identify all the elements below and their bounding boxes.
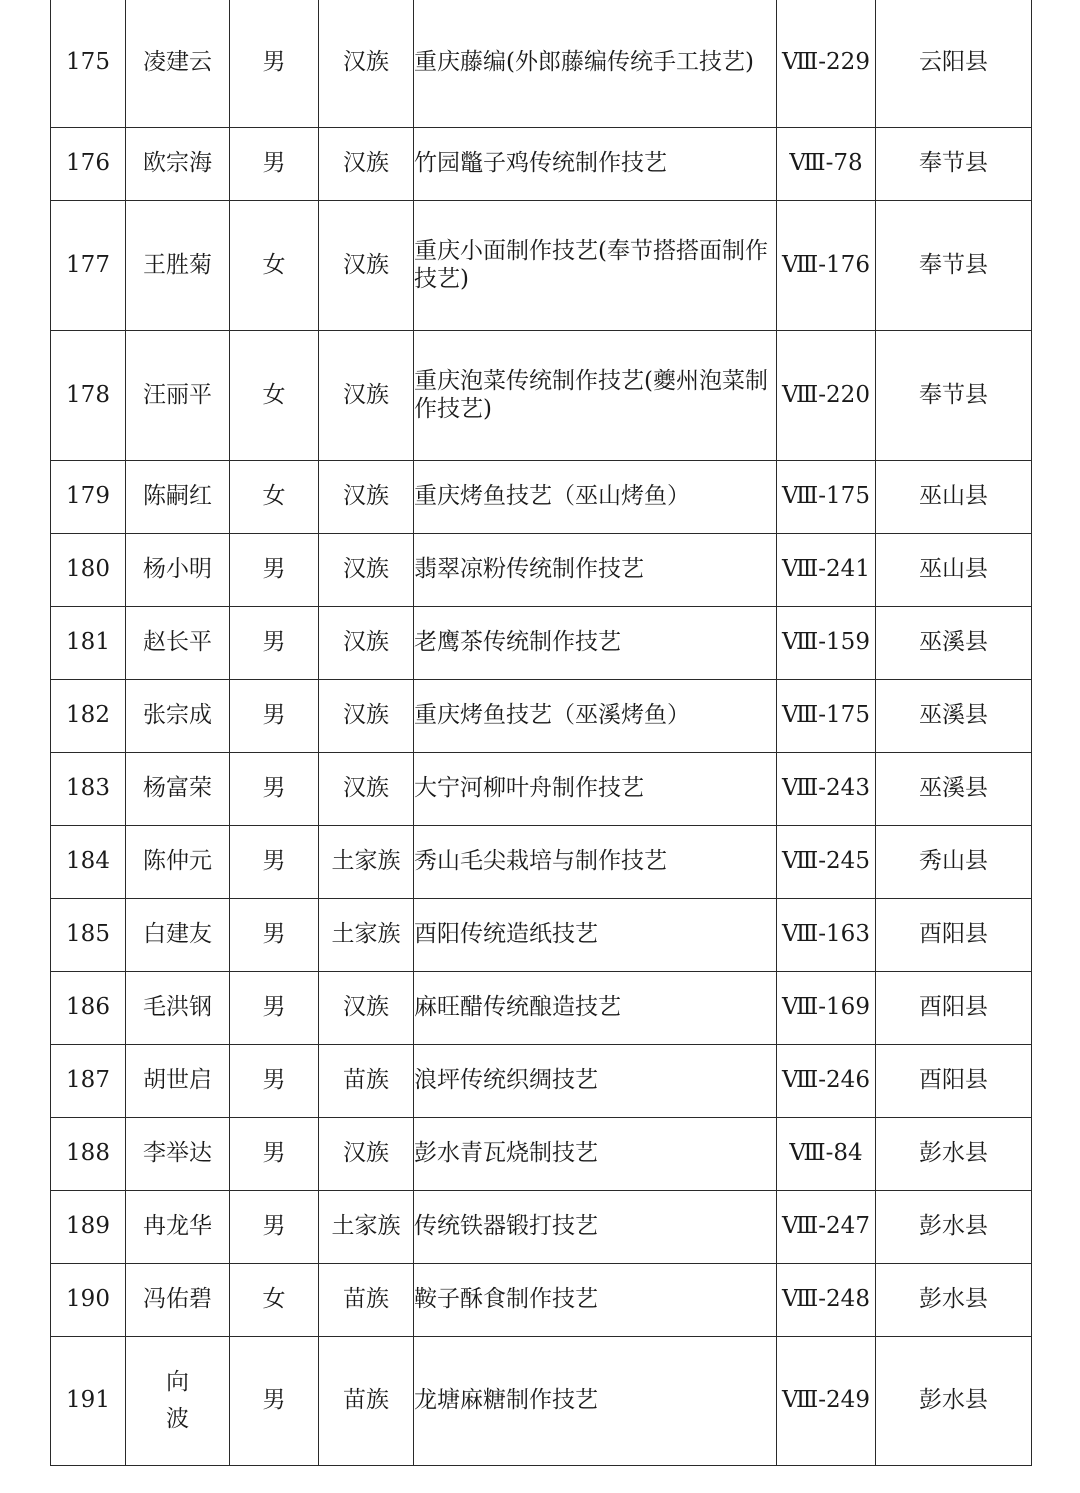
table-body — [51, 0, 1032, 1466]
cell-number: 191 — [51, 1337, 126, 1466]
cell-number: 182 — [51, 680, 126, 753]
cell-name: 欧宗海 — [126, 128, 230, 201]
cell-ethnicity: 汉族 — [319, 128, 414, 201]
cell-gender: 男 — [230, 1118, 319, 1191]
cell-project: 鞍子酥食制作技艺 — [414, 1264, 777, 1337]
cell-region: 酉阳县 — [876, 1045, 1032, 1118]
cell-code: Ⅷ-241 — [777, 534, 876, 607]
name-char: 波 — [166, 1406, 189, 1432]
cell-code: Ⅷ-176 — [777, 201, 876, 331]
cell-number: 180 — [51, 534, 126, 607]
table-row — [51, 1264, 1032, 1337]
cell-gender: 男 — [230, 128, 319, 201]
cell-name: 陈嗣红 — [126, 461, 230, 534]
cell-gender: 男 — [230, 899, 319, 972]
table-row — [51, 1118, 1032, 1191]
cell-ethnicity: 汉族 — [319, 0, 414, 128]
cell-ethnicity: 汉族 — [319, 461, 414, 534]
cell-ethnicity: 苗族 — [319, 1264, 414, 1337]
cell-region: 彭水县 — [876, 1264, 1032, 1337]
cell-name: 胡世启 — [126, 1045, 230, 1118]
table-row — [51, 128, 1032, 201]
cell-number: 181 — [51, 607, 126, 680]
cell-region: 酉阳县 — [876, 899, 1032, 972]
cell-number: 175 — [51, 0, 126, 128]
cell-project: 浪坪传统织绸技艺 — [414, 1045, 777, 1118]
cell-gender: 男 — [230, 826, 319, 899]
cell-gender: 女 — [230, 331, 319, 461]
table-row — [51, 534, 1032, 607]
table-row — [51, 0, 1032, 128]
cell-gender: 男 — [230, 0, 319, 128]
cell-ethnicity: 苗族 — [319, 1337, 414, 1466]
cell-region: 彭水县 — [876, 1191, 1032, 1264]
cell-ethnicity: 汉族 — [319, 534, 414, 607]
cell-name: 杨富荣 — [126, 753, 230, 826]
table-row — [51, 753, 1032, 826]
cell-gender: 男 — [230, 972, 319, 1045]
cell-code: Ⅷ-248 — [777, 1264, 876, 1337]
cell-name: 冉龙华 — [126, 1191, 230, 1264]
table-row — [51, 331, 1032, 461]
cell-region: 云阳县 — [876, 0, 1032, 128]
table-row — [51, 680, 1032, 753]
cell-code: Ⅷ-229 — [777, 0, 876, 128]
cell-project: 传统铁器锻打技艺 — [414, 1191, 777, 1264]
cell-region: 秀山县 — [876, 826, 1032, 899]
table-row — [51, 899, 1032, 972]
cell-number: 187 — [51, 1045, 126, 1118]
cell-code: Ⅷ-245 — [777, 826, 876, 899]
cell-ethnicity: 汉族 — [319, 972, 414, 1045]
table-row — [51, 461, 1032, 534]
cell-ethnicity: 苗族 — [319, 1045, 414, 1118]
cell-gender: 女 — [230, 461, 319, 534]
cell-project: 重庆烤鱼技艺（巫山烤鱼） — [414, 461, 777, 534]
cell-name: 张宗成 — [126, 680, 230, 753]
cell-code: Ⅷ-249 — [777, 1337, 876, 1466]
cell-code: Ⅷ-175 — [777, 680, 876, 753]
cell-region: 巫溪县 — [876, 680, 1032, 753]
cell-project: 重庆烤鱼技艺（巫溪烤鱼） — [414, 680, 777, 753]
cell-code: Ⅷ-247 — [777, 1191, 876, 1264]
cell-number: 188 — [51, 1118, 126, 1191]
inheritor-table — [50, 0, 1032, 1466]
cell-number: 184 — [51, 826, 126, 899]
cell-code: Ⅷ-159 — [777, 607, 876, 680]
table-row — [51, 1045, 1032, 1118]
cell-gender: 男 — [230, 1191, 319, 1264]
cell-ethnicity: 汉族 — [319, 753, 414, 826]
cell-project: 龙塘麻糖制作技艺 — [414, 1337, 777, 1466]
cell-region: 彭水县 — [876, 1337, 1032, 1466]
cell-project: 竹园鼈子鸡传统制作技艺 — [414, 128, 777, 201]
cell-project: 重庆小面制作技艺(奉节搭搭面制作技艺) — [414, 201, 777, 331]
cell-gender: 男 — [230, 680, 319, 753]
cell-region: 巫溪县 — [876, 753, 1032, 826]
cell-name: 赵长平 — [126, 607, 230, 680]
cell-project: 重庆泡菜传统制作技艺(夔州泡菜制作技艺) — [414, 331, 777, 461]
cell-name: 李举达 — [126, 1118, 230, 1191]
cell-name: 毛洪钢 — [126, 972, 230, 1045]
cell-gender: 男 — [230, 534, 319, 607]
cell-project: 重庆藤编(外郎藤编传统手工技艺) — [414, 0, 777, 128]
cell-name — [126, 1337, 230, 1466]
cell-code: Ⅷ-243 — [777, 753, 876, 826]
cell-number: 185 — [51, 899, 126, 972]
cell-code: Ⅷ-246 — [777, 1045, 876, 1118]
cell-code: Ⅷ-220 — [777, 331, 876, 461]
cell-code: Ⅷ-163 — [777, 899, 876, 972]
cell-region: 巫山县 — [876, 461, 1032, 534]
name-char: 向 — [166, 1369, 189, 1396]
table-row — [51, 1191, 1032, 1264]
cell-region: 巫山县 — [876, 534, 1032, 607]
cell-name: 王胜菊 — [126, 201, 230, 331]
cell-project: 麻旺醋传统酿造技艺 — [414, 972, 777, 1045]
cell-code: Ⅷ-175 — [777, 461, 876, 534]
cell-number: 189 — [51, 1191, 126, 1264]
cell-gender: 男 — [230, 1337, 319, 1466]
cell-gender: 男 — [230, 607, 319, 680]
cell-project: 彭水青瓦烧制技艺 — [414, 1118, 777, 1191]
cell-gender: 女 — [230, 201, 319, 331]
cell-gender: 女 — [230, 1264, 319, 1337]
cell-code: Ⅷ-78 — [777, 128, 876, 201]
cell-code: Ⅷ-84 — [777, 1118, 876, 1191]
cell-ethnicity: 汉族 — [319, 680, 414, 753]
cell-region: 奉节县 — [876, 331, 1032, 461]
table-row — [51, 826, 1032, 899]
cell-number: 177 — [51, 201, 126, 331]
cell-number: 183 — [51, 753, 126, 826]
cell-project: 大宁河柳叶舟制作技艺 — [414, 753, 777, 826]
cell-region: 酉阳县 — [876, 972, 1032, 1045]
cell-name: 冯佑碧 — [126, 1264, 230, 1337]
table-row — [51, 201, 1032, 331]
cell-name: 陈仲元 — [126, 826, 230, 899]
cell-region: 彭水县 — [876, 1118, 1032, 1191]
cell-ethnicity: 汉族 — [319, 201, 414, 331]
cell-project: 老鹰茶传统制作技艺 — [414, 607, 777, 680]
cell-project: 秀山毛尖栽培与制作技艺 — [414, 826, 777, 899]
cell-project: 酉阳传统造纸技艺 — [414, 899, 777, 972]
cell-name: 汪丽平 — [126, 331, 230, 461]
cell-gender: 男 — [230, 753, 319, 826]
table-row — [51, 607, 1032, 680]
cell-code: Ⅷ-169 — [777, 972, 876, 1045]
cell-ethnicity: 汉族 — [319, 331, 414, 461]
cell-number: 186 — [51, 972, 126, 1045]
cell-ethnicity: 土家族 — [319, 899, 414, 972]
cell-name: 白建友 — [126, 899, 230, 972]
table-row — [51, 1337, 1032, 1466]
cell-name: 凌建云 — [126, 0, 230, 128]
cell-ethnicity: 土家族 — [319, 826, 414, 899]
cell-number: 178 — [51, 331, 126, 461]
cell-ethnicity: 汉族 — [319, 607, 414, 680]
cell-number: 190 — [51, 1264, 126, 1337]
cell-ethnicity: 土家族 — [319, 1191, 414, 1264]
cell-region: 奉节县 — [876, 128, 1032, 201]
cell-region: 巫溪县 — [876, 607, 1032, 680]
cell-name: 杨小明 — [126, 534, 230, 607]
cell-region: 奉节县 — [876, 201, 1032, 331]
cell-number: 176 — [51, 128, 126, 201]
cell-ethnicity: 汉族 — [319, 1118, 414, 1191]
stacked-name — [166, 1364, 189, 1438]
cell-gender: 男 — [230, 1045, 319, 1118]
cell-number: 179 — [51, 461, 126, 534]
table-row — [51, 972, 1032, 1045]
cell-project: 翡翠凉粉传统制作技艺 — [414, 534, 777, 607]
